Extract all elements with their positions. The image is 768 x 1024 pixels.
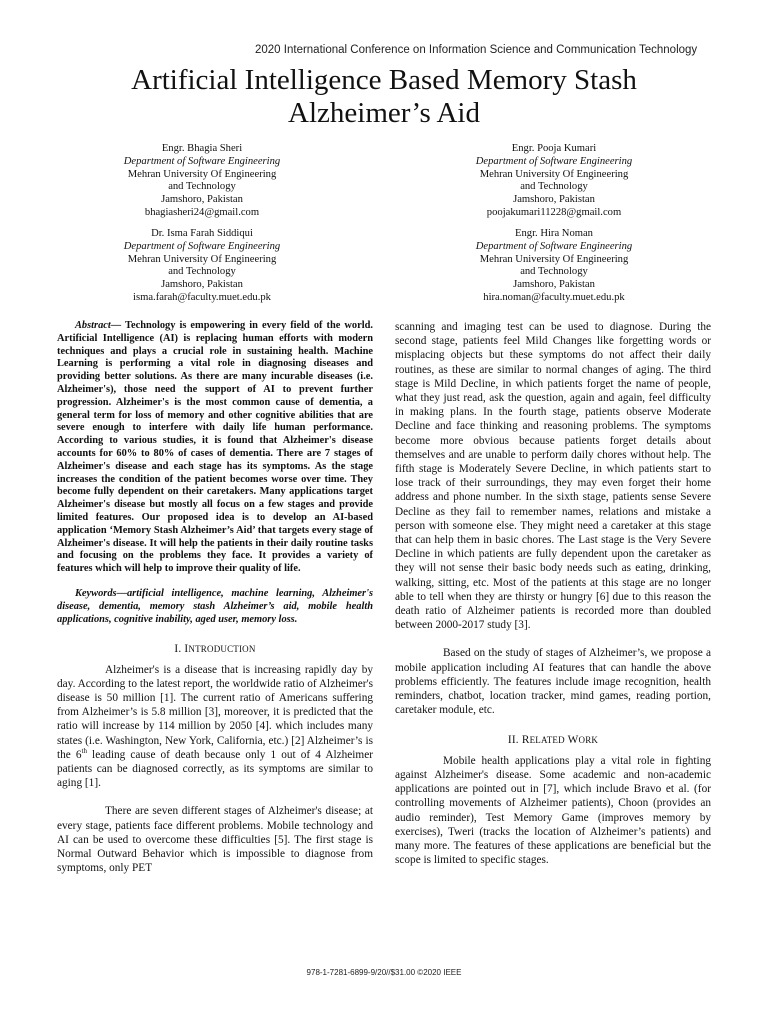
author-university-2: and Technology: [520, 266, 588, 278]
abstract: [57, 320, 373, 576]
author-email: isma.farah@faculty.muet.edu.pk: [133, 291, 271, 303]
paper-title: [0, 64, 768, 130]
author-university: Mehran University Of Engineering: [479, 168, 629, 180]
author-name: Engr. Pooja Kumari: [511, 143, 597, 154]
author-department: Department of Software Engineering: [123, 155, 281, 167]
author-city: Jamshoro, Pakistan: [161, 194, 243, 206]
abstract-text: Technology is empowering in every field of the world. Artificial Intelligence (AI) is replacing human efforts with modern techniques and plays a crucial role in sustaining health. Machine Learning is performing a vital role in diagnosing diseases and providing better solutions. As there are many incurable diseases (i.e. Alzheimer's), those need the support of AI to prevent further progression. Alzheimer's is the most common cause of dementia, a general term for loss of memory and other cognitive abilities that are severe enough to interfere with daily life human performance. According to various studies, it is found that Alzheimer's disease accounts for 60% to 80% of cases of dementia. There are 7 stages of Alzheimer's disease and each stage has its symptoms. As the stage increases the condition of the patient becomes worse over time. They become fully dependent on their caretakers. Many applications target Alzheimer's disease but mostly all focus on a few stages and provide limited features. Our proposed idea is to develop an AI-based application ‘Memory Stash Alzheimer’s Aid’ that targets every stage of Alzheimer's disease. It will help the patients in their daily routine tasks and focusing on the problems they face. It provides a variety of features which will help to improve their quality of life.: [57, 320, 373, 575]
author-block: [434, 228, 674, 305]
intro-paragraph-2: There are seven different stages of Alzheimer's disease; at every stage, patients face different problems. Mobile technology and AI can be used to overcome these difficulties [5]. The first stage is Normal Outward Behavior which is impossible to diagnose from symptoms, only PET: [57, 805, 373, 875]
stages-paragraph: scanning and imaging test can be used to diagnose. During the second stage, patients feel Mild Changes like forgetting words or misplacing objects but these symptoms do not affect their daily routines, as these are similar to normal changes of aging. The third stage is Mild Decline, in which patients forget the name of people, what they just read, ask the question, again and again, feel difficulty in making plans. In the fourth stage, patients observe Moderate Decline and face thinking and reasoning problems. The symptoms become more obvious because patients forget details about themselves and are unable to perform daily chores without help. The fifth stage is Moderately Severe Decline, in which patients start to lose track of their surroundings, they may even forget their home address and phone number. In the sixth stage, patients sense Severe Decline as they fail to remember names, relations and mistake a person with someone else. They might need a caretaker at this stage that can help them in basic chores. The Last stage is the Very Severe Decline in which patients are fully dependent upon the caretaker as they will not sense their basic body needs such as eating, drinking, walking, sitting, etc. Most of the patients at this stage are no longer able to tell when they are thirsty or hungry [6] due to this reason the death ratio of Alzheimer patients is recorded more than doubled between 2000-2017 study [3].: [395, 321, 711, 632]
author-block: [82, 228, 322, 305]
author-email: hira.noman@faculty.muet.edu.pk: [483, 291, 625, 303]
author-block: [434, 143, 674, 220]
author-block: [82, 143, 322, 220]
author-university-2: and Technology: [168, 266, 236, 278]
author-university: Mehran University Of Engineering: [127, 168, 277, 180]
author-name: Engr. Hira Noman: [515, 228, 593, 239]
conference-header: 2020 International Conference on Information Science and Communication Technology: [255, 44, 698, 56]
author-department: Department of Software Engineering: [475, 155, 633, 167]
author-university-2: and Technology: [520, 181, 588, 193]
author-email: poojakumari11228@gmail.com: [486, 206, 622, 218]
title-line-1: Artificial Intelligence Based Memory Stash: [131, 64, 637, 96]
copyright-footer: 978-1-7281-6899-9/20//$31.00 ©2020 IEEE: [306, 968, 462, 977]
title-line-2: Alzheimer’s Aid: [288, 97, 480, 129]
author-department: Department of Software Engineering: [123, 240, 281, 252]
author-university: Mehran University Of Engineering: [127, 253, 277, 265]
section-heading-related-work: II. RELATED WORK: [507, 734, 599, 747]
intro-paragraph-1: Alzheimer's is a disease that is increasing rapidly day by day. According to the latest report, the worldwide ratio of Alzheimer's disease is 50 million [1]. The current ratio of Americans suffering from Alzheimer’s is 5.8 million [3], moreover, it is predicted that the ratio will increase by 114 million by 2050 [4]. which includes many states (i.e. Washington, New York, California, etc.) [2] Alzheimer’s is the 6th leading cause of death because only 1 out of 4 Alzheimer patients can be diagnosed correctly, as its symptoms are similar to aging [1].: [57, 663, 373, 790]
right-column: [395, 320, 711, 867]
author-name: Engr. Bhagia Sheri: [161, 143, 243, 154]
author-name: Dr. Isma Farah Siddiqui: [151, 228, 253, 239]
section-heading-introduction: I. INTRODUCTION: [174, 643, 256, 656]
related-work-paragraph: Mobile health applications play a vital role in fighting against Alzheimer's disease. Some academic and non-academic applications are pointed out in [7], which include Bravo et al. (for controlling movements of Alzheimer patients), Choon (provides an audio reminder), Test Memory Game (improves memory by exercises), Tweri (tracks the location of Alzheimer’s patients) and many more. The features of these applications are beneficial but the scope is limited to specific stages.: [395, 754, 711, 867]
author-university: Mehran University Of Engineering: [479, 253, 629, 265]
author-university-2: and Technology: [168, 181, 236, 193]
author-city: Jamshoro, Pakistan: [161, 279, 243, 291]
proposal-paragraph: Based on the study of stages of Alzheimer’s, we propose a mobile application including AI features that can handle the above problems efficiently. The features include image recognition, health reminders, chatbot, location tracker, mind games, reading portion, caretaker module, etc.: [395, 647, 711, 717]
author-city: Jamshoro, Pakistan: [513, 194, 595, 206]
author-email: bhagiasheri24@gmail.com: [144, 206, 260, 218]
author-department: Department of Software Engineering: [475, 240, 633, 252]
author-city: Jamshoro, Pakistan: [513, 279, 595, 291]
left-column: [57, 320, 373, 875]
abstract-lead: Abstract—: [75, 320, 122, 331]
keywords: Keywords—artificial intelligence, machine learning, Alzheimer's disease, dementia, memory stash Alzheimer’s aid, mobile health applications, cognitive inability, aged user, memory loss.: [57, 587, 373, 625]
